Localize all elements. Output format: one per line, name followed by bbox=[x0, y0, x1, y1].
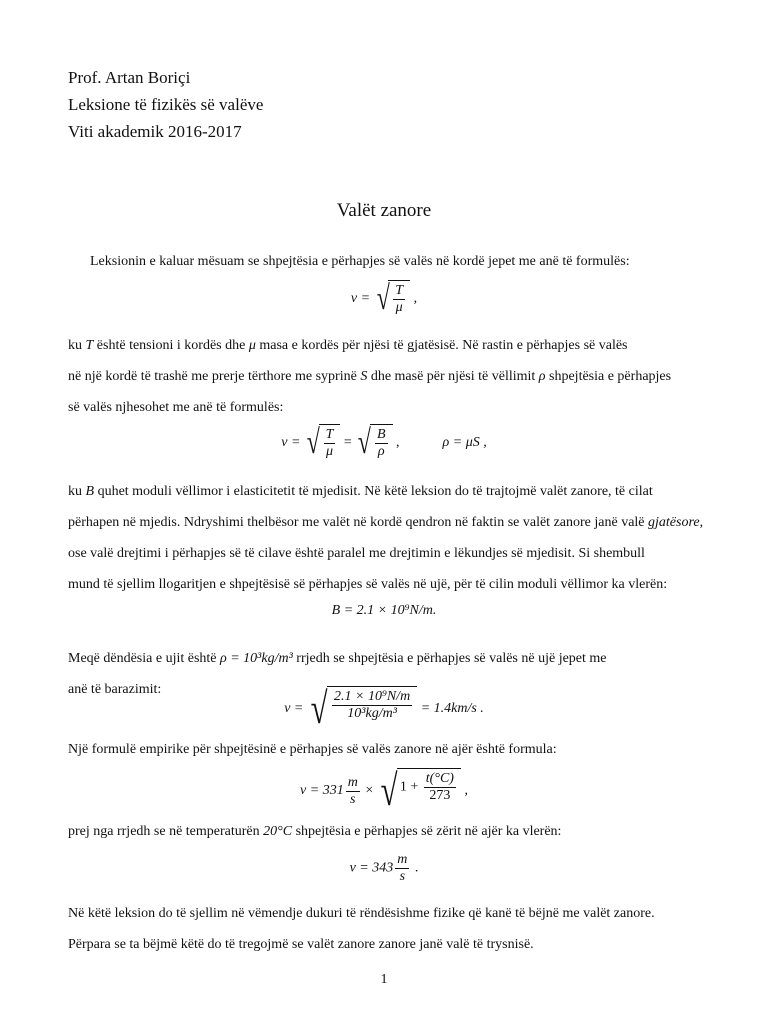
paragraph-intro: Leksionin e kaluar mësuam se shpejtësia e përhapjes së valës në kordë jepet me anë të formulës: bbox=[90, 254, 630, 269]
author-line: Prof. Artan Boriçi bbox=[68, 68, 191, 87]
paragraph-string-tension: ku T është tensioni i kordës dhe μ masa e kordës për njësi të gjatësisë. Në rastin e përhapjes së valës në një kordë të trashë me prerje tërthore me syprinë S dhe masë për njësi të vëllimit ρ shpejtësia e përhapjes së valës njhesohet me anë të formulës: bbox=[68, 338, 672, 415]
equation-air-speed-empirical: v = 331 $\frac{m}{s}$ × √ 1 + $\frac{t(^\circ C)}{273}$ , bbox=[300, 766, 468, 815]
equation-air-speed-value: v = 343 $\frac{m}{s}$ . bbox=[349, 852, 419, 884]
paragraph-temperature: prej nga rrjedh se në temperaturën 20°C shpejtësia e përhapjes së zërit në ajër ka vlerën: bbox=[68, 824, 562, 839]
course-line: Leksione të fizikës së valëve bbox=[68, 95, 264, 114]
paragraph-water-density: Meqë dëndësia e ujit është ρ = 10³kg/m³ rrjedh se shpejtësia e përhapjes së valës në ujë jepet me anë të barazimit: bbox=[68, 651, 607, 697]
equation-wave-speed-string: v = √ $\frac{T}{\mu}$ , bbox=[350, 280, 418, 317]
sqrt-symbol: √ $\frac{T}{\mu}$ bbox=[374, 280, 410, 318]
document-header bbox=[68, 64, 263, 145]
paragraph-bulk-modulus: ku B quhet moduli vëllimor i elasticitetit të mjedisit. Në këtë leksion do të trajtojmë valët zanore, të cilat përhapen në mjedis. Ndryshimi thelbësor me valët në kordë qendron në faktin se valët zanore janë valë gjatësore, ose valë drejtimi i përhapjes së të cilave është paralel me drejtimin e lëkundjes së mjedisit. Si shembull mund të sjellim llogaritjen e shpejtësisë së përhapjes së valës në ujë, për të cilin moduli vëllimor ka vlerën: bbox=[68, 484, 704, 592]
page-number: 1 bbox=[380, 972, 388, 987]
equation-thick-string: v = √ $\frac{T}{\mu}$ = √ $\frac{B}{\rho}$ , ρ = μS , bbox=[281, 424, 487, 461]
paragraph-closing: Në këtë leksion do të sjellim në vëmendje dukuri të rëndësishme fizike që kanë të bëjnë me valët zanore. Përpara se ta bëjmë këtë do të tregojmë se valët zanore zanore janë valë të trysnisë. bbox=[68, 906, 655, 952]
equation-bulk-modulus-water: B = 2.1 × 10⁹N/m. bbox=[331, 603, 437, 618]
section-title: Valët zanore bbox=[336, 200, 432, 221]
equation-water-speed: v = √ $\frac{\text{2.1 × 10⁹N/m}}{\text{10³kg/m³}}$ = 1.4km/s . bbox=[284, 684, 484, 733]
academic-year-line: Viti akademik 2016-2017 bbox=[68, 122, 242, 141]
paragraph-empirical-formula: Një formulë empirike për shpejtësinë e përhapjes së valës zanore në ajër është formula: bbox=[68, 742, 557, 757]
